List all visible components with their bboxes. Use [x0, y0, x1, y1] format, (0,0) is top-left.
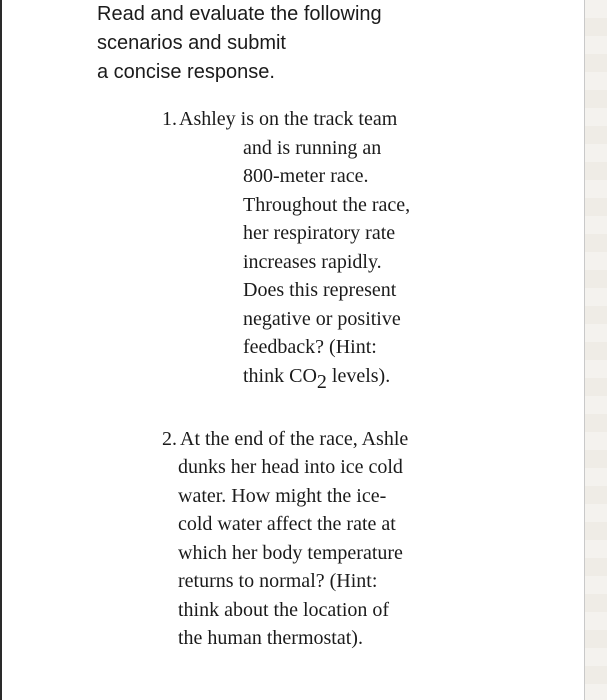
question-1-last-line-prefix: think CO — [243, 365, 317, 387]
question-1-line: 800-meter race. — [243, 165, 369, 187]
left-window-edge — [0, 0, 2, 700]
question-2-line: returns to normal? (Hint: — [178, 570, 378, 592]
question-2-line: At the end of the race, Ashle — [180, 428, 409, 450]
question-2-line: which her body temperature — [178, 542, 403, 564]
question-2-number: 2. — [162, 428, 177, 450]
question-1-line: feedback? (Hint: — [243, 336, 377, 358]
question-2-line: think about the location of — [178, 599, 390, 621]
instructions-line-2: scenarios and submit — [97, 32, 286, 54]
question-1-line: and is running an — [243, 137, 382, 159]
question-1-line: Throughout the race, — [243, 194, 411, 216]
co2-subscript: 2 — [316, 371, 327, 393]
question-1-line: her respiratory rate — [243, 222, 396, 244]
question-1-line: Ashley is on the track team — [179, 108, 398, 130]
question-1-last-line-suffix: levels). — [326, 365, 391, 387]
question-2-line: the human thermostat). — [178, 627, 363, 649]
instructions-paragraph — [97, 0, 537, 87]
question-1-line: increases rapidly. — [243, 251, 382, 273]
question-1-line: negative or positive — [243, 308, 401, 330]
question-2-line: cold water affect the rate at — [178, 513, 396, 535]
question-1-number: 1. — [162, 108, 177, 130]
instructions-line-1: Read and evaluate the following — [97, 3, 382, 25]
question-2-line: dunks her head into ice cold — [178, 456, 403, 478]
question-1-last-line — [243, 362, 390, 391]
page-margin-texture — [585, 0, 607, 700]
question-1-line: Does this represent — [243, 279, 397, 301]
instructions-line-3: a concise response. — [97, 61, 275, 83]
question-2-line: water. How might the ice- — [178, 485, 387, 507]
